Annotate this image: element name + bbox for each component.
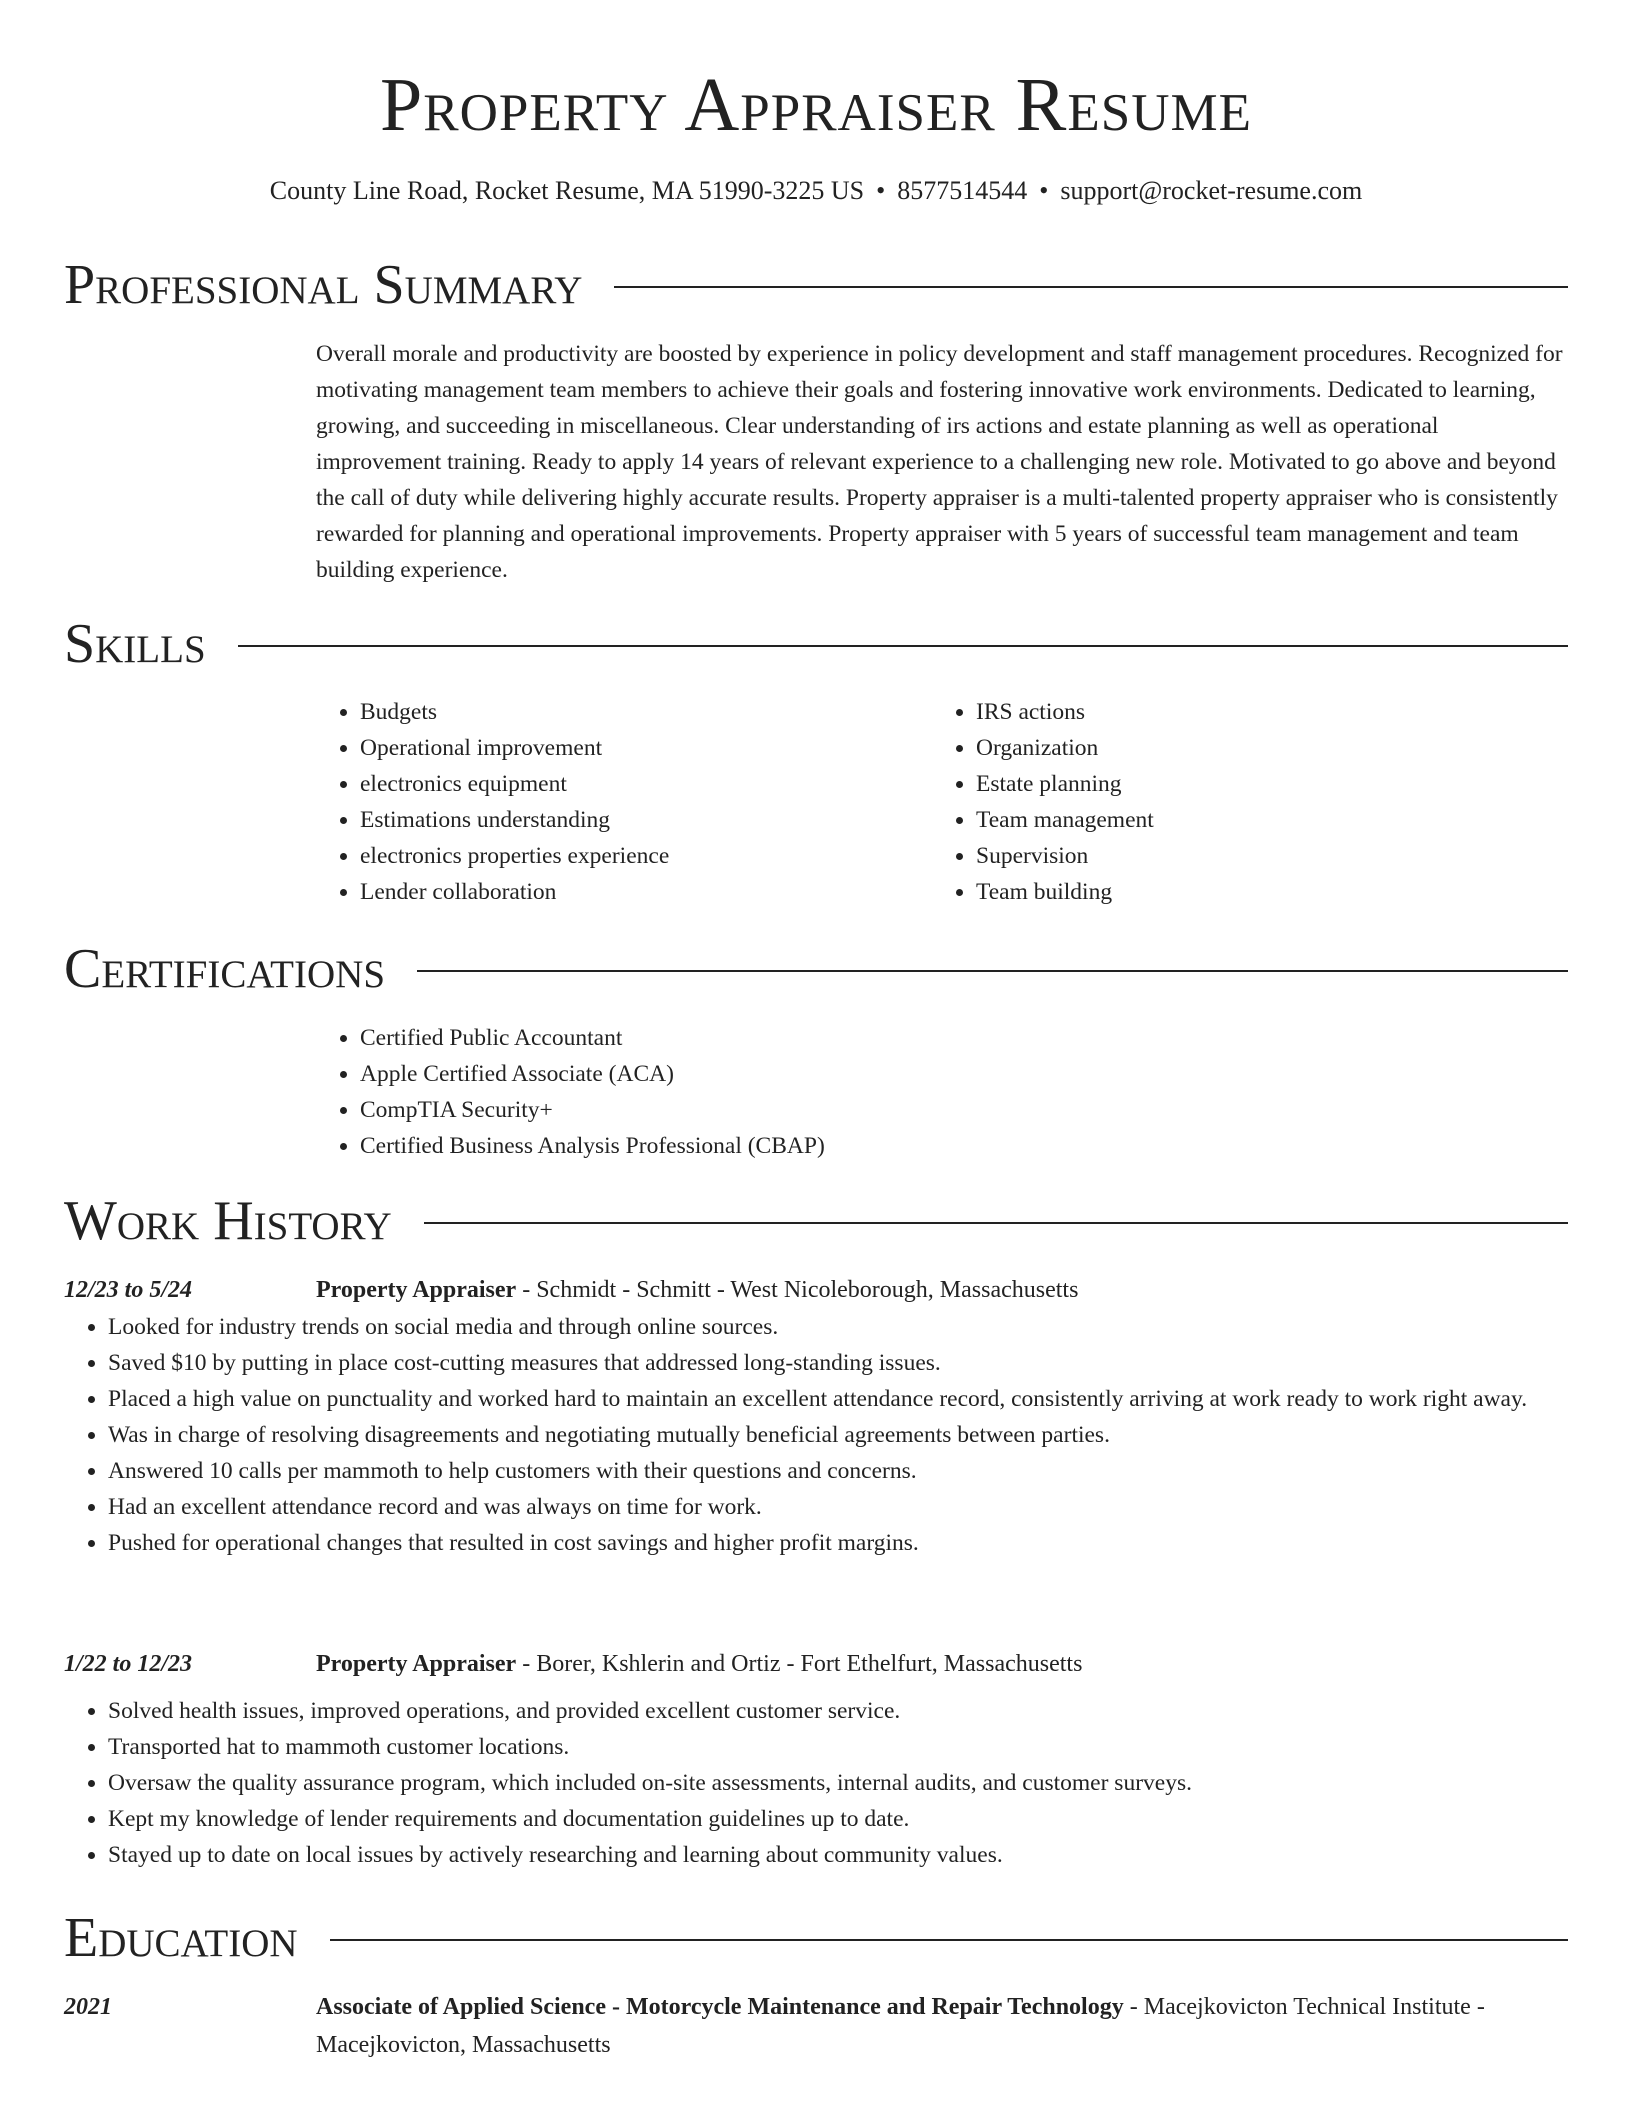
skill-item: • IRS actions bbox=[976, 694, 1548, 730]
job-bullet: • Placed a high value on punctuality and worked hard to maintain an excellent attendance record, consistently arriving at work ready to work right away. bbox=[108, 1381, 1568, 1417]
section-divider bbox=[417, 970, 1568, 972]
skill-item: • Estimations understanding bbox=[360, 802, 932, 838]
job-bullet: • Oversaw the quality assurance program, which included on-site assessments, internal audits, and customer surveys. bbox=[108, 1765, 1568, 1801]
job-bullet: • Stayed up to date on local issues by actively researching and learning about community values. bbox=[108, 1837, 1568, 1873]
skill-item: • Team management bbox=[976, 802, 1548, 838]
job-bullet: • Pushed for operational changes that resulted in cost savings and higher profit margins. bbox=[108, 1525, 1568, 1561]
work-section-header bbox=[64, 1186, 1568, 1256]
education-institution: - Macejkovicton Technical Institute - Macejkovicton, Massachusetts bbox=[316, 1994, 1485, 2058]
skill-item: • Team building bbox=[976, 874, 1548, 910]
certification-item: • Certified Public Accountant bbox=[360, 1020, 1568, 1056]
job-entry bbox=[64, 1271, 1568, 1561]
certifications-heading: Certifications bbox=[64, 938, 386, 1000]
job-heading bbox=[316, 1645, 1568, 1683]
contact-line bbox=[0, 174, 1632, 208]
section-divider bbox=[238, 645, 1568, 647]
skills-column-left bbox=[316, 694, 932, 910]
skills-column-right bbox=[932, 694, 1548, 910]
contact-email: support@rocket-resume.com bbox=[1060, 176, 1363, 205]
job-bullet: • Was in charge of resolving disagreements and negotiating mutually beneficial agreements between parties. bbox=[108, 1417, 1568, 1453]
job-bullet: • Solved health issues, improved operations, and provided excellent customer service. bbox=[108, 1693, 1568, 1729]
job-bullets bbox=[64, 1309, 1568, 1561]
job-heading bbox=[316, 1271, 1568, 1309]
summary-body bbox=[316, 336, 1568, 588]
resume-title: Property Appraiser Resume bbox=[380, 63, 1252, 147]
work-heading: Work History bbox=[64, 1190, 392, 1252]
education-section-header bbox=[64, 1903, 1568, 1973]
section-divider bbox=[424, 1222, 1568, 1224]
skill-item: • Estate planning bbox=[976, 766, 1548, 802]
skill-item: • electronics properties experience bbox=[360, 838, 932, 874]
skills-section-header bbox=[64, 609, 1568, 679]
certifications-list bbox=[316, 1020, 1568, 1164]
job-bullet: • Kept my knowledge of lender requirements and documentation guidelines up to date. bbox=[108, 1801, 1568, 1837]
skill-item: • Budgets bbox=[360, 694, 932, 730]
job-title: Property Appraiser bbox=[316, 1277, 517, 1303]
section-divider bbox=[330, 1939, 1568, 1941]
skill-item: • Supervision bbox=[976, 838, 1548, 874]
certifications-section-header bbox=[64, 934, 1568, 1004]
job-bullet: • Answered 10 calls per mammoth to help customers with their questions and concerns. bbox=[108, 1453, 1568, 1489]
education-year: 2021 bbox=[64, 1994, 112, 2020]
certification-item: • Apple Certified Associate (ACA) bbox=[360, 1056, 1568, 1092]
education-entry bbox=[64, 1988, 1568, 2064]
skill-item: • Lender collaboration bbox=[360, 874, 932, 910]
summary-section-header bbox=[64, 250, 1568, 320]
contact-address: County Line Road, Rocket Resume, MA 51990-3225 US bbox=[269, 176, 865, 205]
certification-item: • Certified Business Analysis Professional (CBAP) bbox=[360, 1128, 1568, 1164]
job-employer: - Borer, Kshlerin and Ortiz - Fort Ethelfurt, Massachusetts bbox=[516, 1651, 1083, 1677]
job-entry bbox=[64, 1645, 1568, 1873]
job-bullet: • Transported hat to mammoth customer locations. bbox=[108, 1729, 1568, 1765]
skills-list bbox=[316, 694, 1568, 910]
section-divider bbox=[614, 286, 1568, 288]
summary-text: Overall morale and productivity are boosted by experience in policy development and staff management procedures. Recognized for motivating management team members to achieve their goals and fostering innovative work environments. Dedicated to learning, growing, and succeeding in miscellaneous. Clear understanding of irs actions and estate planning as well as operational improvement training. Ready to apply 14 years of relevant experience to a challenging new role. Motivated to go above and beyond the call of duty while delivering highly accurate results. Property appraiser is a multi-talented property appraiser who is consistently rewarded for planning and operational improvements. Property appraiser with 5 years of successful team management and team building experience. bbox=[316, 341, 1563, 583]
job-employer: - Schmidt - Schmitt - West Nicoleborough, Massachusetts bbox=[516, 1277, 1079, 1303]
skill-item: • Organization bbox=[976, 730, 1548, 766]
job-bullet: • Saved $10 by putting in place cost-cutting measures that addressed long-standing issues. bbox=[108, 1345, 1568, 1381]
education-heading: Education bbox=[64, 1907, 298, 1969]
certification-item: • CompTIA Security+ bbox=[360, 1092, 1568, 1128]
contact-phone: 8577514544 bbox=[897, 176, 1028, 205]
summary-heading: Professional Summary bbox=[64, 254, 583, 316]
skills-heading: Skills bbox=[64, 613, 206, 675]
skill-item: • electronics equipment bbox=[360, 766, 932, 802]
contact-separator: • bbox=[876, 176, 886, 205]
skill-item: • Operational improvement bbox=[360, 730, 932, 766]
education-degree: Associate of Applied Science - Motorcycle Maintenance and Repair Technology bbox=[316, 1994, 1124, 2020]
job-title: Property Appraiser bbox=[316, 1651, 517, 1677]
contact-separator: • bbox=[1039, 176, 1049, 205]
job-bullet: • Had an excellent attendance record and was always on time for work. bbox=[108, 1489, 1568, 1525]
education-heading-line bbox=[316, 1988, 1568, 2064]
job-bullets bbox=[64, 1693, 1568, 1873]
job-bullet: • Looked for industry trends on social media and through online sources. bbox=[108, 1309, 1568, 1345]
job-dates: 12/23 to 5/24 bbox=[64, 1277, 193, 1303]
job-dates: 1/22 to 12/23 bbox=[64, 1651, 193, 1677]
